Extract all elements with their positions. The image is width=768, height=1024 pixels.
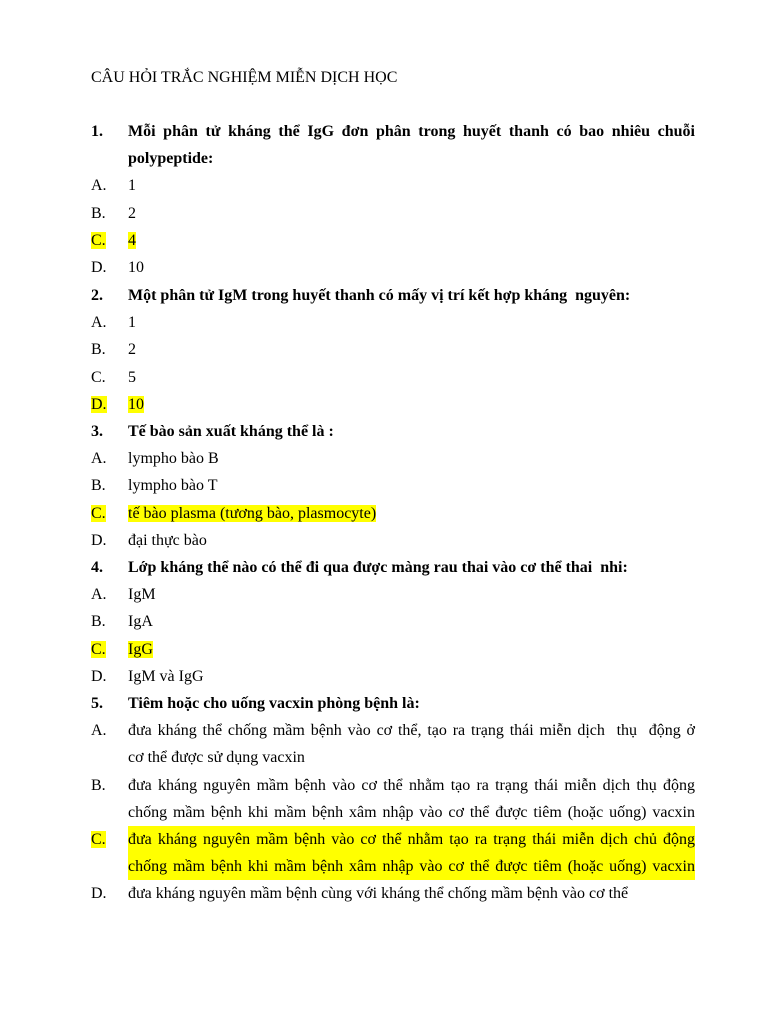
option-letter: D. (91, 885, 107, 903)
option-text: 2 (128, 341, 136, 359)
question-stem (91, 118, 695, 145)
option-text: 2 (128, 204, 136, 222)
option-a (91, 581, 695, 608)
option-text: chống mầm bệnh khi mầm bệnh xâm nhập vào cơ thể được tiêm (hoặc uống) vacxin (128, 853, 695, 880)
option-a (91, 445, 695, 472)
option-letter: C. (91, 231, 106, 249)
option-text: chống mầm bệnh khi mầm bệnh xâm nhập vào cơ thể được tiêm (hoặc uống) vacxin (128, 803, 695, 821)
page-title: CÂU HỎI TRẮC NGHIỆM MIỄN DỊCH HỌC (91, 69, 398, 86)
option-letter: C. (91, 831, 106, 849)
question-5 (91, 690, 695, 908)
option-b (91, 472, 695, 499)
option-text: lympho bào T (128, 477, 218, 495)
option-letter: C. (91, 640, 106, 658)
option-letter: B. (91, 204, 106, 222)
option-text: 5 (128, 368, 136, 386)
option-d-correct (91, 391, 695, 418)
option-letter: A. (91, 450, 107, 468)
option-letter: D. (91, 667, 107, 685)
option-letter: B. (91, 477, 106, 495)
option-b-continued (91, 799, 695, 826)
option-text: 1 (128, 314, 136, 332)
question-number: 1. (91, 123, 103, 140)
question-text: Lớp kháng thể nào có thể đi qua được màng rau thai vào cơ thể thai nhi: (128, 559, 628, 576)
option-letter: C. (91, 504, 106, 522)
option-letter: A. (91, 586, 107, 604)
option-letter: A. (91, 314, 107, 332)
question-stem-continued (91, 145, 695, 172)
question-2 (91, 282, 695, 418)
option-text: 10 (128, 395, 144, 413)
question-text: Tế bào sản xuất kháng thể là : (128, 423, 334, 440)
option-c-correct (91, 227, 695, 254)
question-stem (91, 554, 695, 581)
option-c-correct (91, 636, 695, 663)
option-text: IgA (128, 613, 153, 631)
option-a (91, 309, 695, 336)
option-letter: A. (91, 177, 107, 195)
option-text: đưa kháng nguyên mầm bệnh cùng với kháng thể chống mầm bệnh vào cơ thể (128, 885, 629, 903)
option-a (91, 717, 695, 744)
question-stem (91, 690, 695, 717)
option-b (91, 336, 695, 363)
option-text: đại thực bào (128, 531, 207, 549)
option-letter: B. (91, 776, 106, 794)
question-4 (91, 554, 695, 690)
question-text: Một phân tử IgM trong huyết thanh có mấy vị trí kết hợp kháng nguyên: (128, 287, 631, 304)
question-text: Mỗi phân tử kháng thể IgG đơn phân trong huyết thanh có bao nhiêu chuỗi (128, 123, 695, 140)
option-text: cơ thể được sử dụng vacxin (128, 749, 305, 767)
option-letter: B. (91, 341, 106, 359)
option-letter: D. (91, 259, 107, 277)
option-text: tế bào plasma (tương bào, plasmocyte) (128, 504, 377, 522)
option-text: 4 (128, 231, 136, 249)
question-stem (91, 282, 695, 309)
question-1 (91, 118, 695, 281)
option-text: lympho bào B (128, 450, 219, 468)
option-c-correct (91, 826, 695, 853)
option-b (91, 200, 695, 227)
option-d (91, 254, 695, 281)
option-text: IgM (128, 586, 156, 604)
option-b (91, 772, 695, 799)
question-number: 4. (91, 559, 103, 576)
option-c-correct-continued (91, 853, 695, 880)
question-text: polypeptide: (128, 150, 214, 168)
option-text: đưa kháng nguyên mầm bệnh vào cơ thể nhằm tạo ra trạng thái miễn dịch thụ động (128, 776, 695, 794)
option-b (91, 608, 695, 635)
option-c-correct (91, 500, 695, 527)
option-text: IgM và IgG (128, 667, 204, 685)
question-number: 2. (91, 287, 103, 304)
option-letter: D. (91, 531, 107, 549)
option-d (91, 527, 695, 554)
option-text: IgG (128, 640, 153, 658)
option-d (91, 663, 695, 690)
option-text: 1 (128, 177, 136, 195)
question-stem (91, 418, 695, 445)
option-text: đưa kháng thể chống mầm bệnh vào cơ thể, tạo ra trạng thái miễn dịch thụ động ở (128, 722, 695, 740)
option-a-continued (91, 744, 695, 771)
option-d (91, 880, 695, 907)
option-letter: D. (91, 395, 107, 413)
question-number: 3. (91, 423, 103, 440)
option-text: 10 (128, 259, 144, 277)
question-text: Tiêm hoặc cho uống vacxin phòng bệnh là: (128, 695, 420, 712)
option-letter: A. (91, 722, 107, 740)
option-c (91, 364, 695, 391)
question-number: 5. (91, 695, 103, 712)
option-letter: C. (91, 368, 106, 386)
option-text: đưa kháng nguyên mầm bệnh vào cơ thể nhằm tạo ra trạng thái miễn dịch chủ động (128, 826, 695, 853)
option-letter: B. (91, 613, 106, 631)
option-a (91, 172, 695, 199)
question-3 (91, 418, 695, 554)
